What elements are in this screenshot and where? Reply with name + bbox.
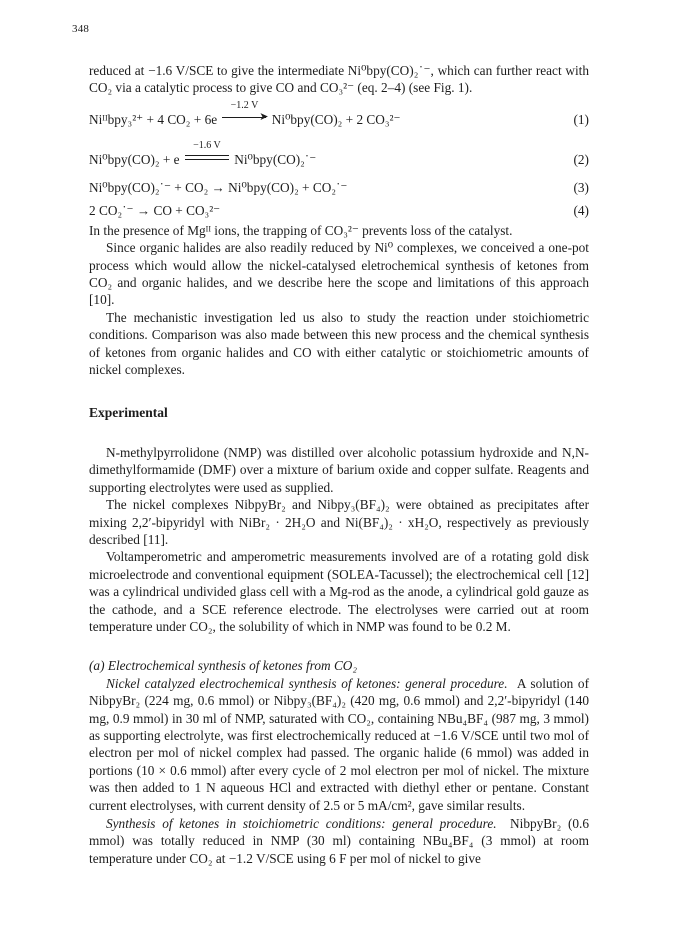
reaction-arrow-icon: −1.2 V ➤ (220, 110, 268, 124)
general-procedure-title: Nickel catalyzed electrochemical synthesis of ketones: general procedure. (106, 675, 508, 691)
equation-1-left: Niᴵᴵbpy₃²⁺ + 4 CO₂ + 6e (89, 112, 218, 128)
equation-1-arrow-label: −1.2 V (230, 100, 259, 112)
paragraph-measurements: Voltamperometric and amperometric measurements involved are of a rotating gold disk microelectrode and conventional equipment (SOLEA-Tacussel); the electrochemical cell [12] was a cylindrical undivided glass cell with a Mg-rod as the anode, a cylindrical gold gauze as the cathode, and a SCE reference electrode. The electrolyses were carried out at room temperature under CO₂, the solubility of which in NMP was found to be 0.2 M. (89, 549, 589, 634)
paragraph-intro-continuation: reduced at −1.6 V/SCE to give the intermediate Ni⁰bpy(CO)₂˙⁻, which can further react with CO₂ via a catalytic process to give CO and CO₃²⁻ (eq. 2–4) (see Fig. 1). (89, 63, 589, 96)
page-number: 348 (72, 23, 90, 35)
paragraph-organic-halides: Since organic halides are also readily reduced by Ni⁰ complexes, we conceived a one-pot process which would allow the nickel-catalysed eletrochemical synthesis of ketones from CO₂ and organic halides, and we describe here the scope and limitations of this approach [10]. (89, 240, 589, 308)
equation-4-expression: 2 CO₂˙⁻ → CO + CO₃²⁻ (89, 203, 221, 219)
equation-1-expression (89, 100, 401, 128)
equation-2-expression (89, 140, 317, 168)
equation-3 (89, 177, 589, 197)
equation-2-arrow-label: −1.6 V (193, 140, 221, 152)
equation-3-number: (3) (573, 180, 589, 196)
equation-4-number: (4) (573, 203, 589, 219)
paragraph-general-procedure (89, 675, 589, 814)
paragraph-magnesium: In the presence of Mgᴵᴵ ions, the trapping of CO₃²⁻ prevents loss of the catalyst. (89, 222, 513, 238)
stoich-procedure-text: NibpyBr₂ (0.6 mmol) was totally reduced in NMP (30 ml) containing NBu₄BF₄ (3 mmol) at room temperature under CO₂ at −1.2 V/SCE using 6 F per mol of nickel to give (89, 816, 589, 866)
equation-1 (89, 100, 589, 129)
paragraph-nickel-complexes: The nickel complexes NibpyBr₂ and Nibpy₃(BF₄)₂ were obtained as precipitates after mixing 2,2′-bipyridyl with NiBr₂ · 2H₂O and Ni(BF₄)₂ · xH₂O, respectively as previously described [11]. (89, 497, 589, 547)
equation-2-right: Ni⁰bpy(CO)₂˙⁻ (234, 152, 317, 168)
subsection-heading-a: (a) Electrochemical synthesis of ketones from CO₂ (89, 658, 358, 674)
equilibrium-arrow-icon (183, 140, 231, 164)
equation-2 (89, 135, 589, 169)
equation-1-number: (1) (573, 112, 589, 128)
section-heading-experimental: Experimental (89, 405, 168, 421)
equation-1-right: Ni⁰bpy(CO)₂ + 2 CO₃²⁻ (271, 112, 401, 128)
stoich-procedure-title: Synthesis of ketones in stoichiometric conditions: general procedure. (106, 816, 497, 831)
paragraph-solvents: N-methylpyrrolidone (NMP) was distilled over alcoholic potassium hydroxide and N,N-dimethylformamide (DMF) over a mixture of barium oxide and copper sulfate. Reagents and supporting electrolytes were used as supplied. (89, 444, 589, 495)
general-procedure-text: A solution of NibpyBr₂ (224 mg, 0.6 mmol) or Nibpy₃(BF₄)₂ (420 mg, 0.6 mmol) and 2,2′-bipyridyl (140 mg, 0.9 mmol) in 30 ml of NMP, saturated with CO₂, containing NBu₄BF₄ (987 mg, 3 mmol) as supporting electrolyte, was first electrochemically reduced at −1.6 V/SCE until two mol of electron per mol of nickel complex had passed. The organic halide (6 mmol) was added in portions (10 × 0.6 mmol) after every cycle of 2 mol electron per mol of nickel. The mixture was then added to 1 N aqueous HCl and extracted with diethyl ether or pentane. Constant current electrolyses, with current density of 2.5 or 5 mA/cm², gave similar results. (89, 675, 590, 813)
equation-2-left: Ni⁰bpy(CO)₂ + e (89, 152, 180, 168)
equation-4 (89, 200, 589, 220)
equation-2-number: (2) (573, 152, 589, 168)
paragraph-mechanistic: The mechanistic investigation led us also to study the reaction under stoichiometric conditions. Comparison was also made between this new process and the chemical synthesis of ketones from organic halides and CO with either catalytic or stoichiometric amounts of nickel complexes. (89, 309, 589, 378)
equation-3-expression: Ni⁰bpy(CO)₂˙⁻ + CO₂ → Ni⁰bpy(CO)₂ + CO₂˙⁻ (89, 180, 348, 196)
article-body (89, 62, 589, 867)
paragraph-stoichiometric-procedure (89, 815, 589, 867)
